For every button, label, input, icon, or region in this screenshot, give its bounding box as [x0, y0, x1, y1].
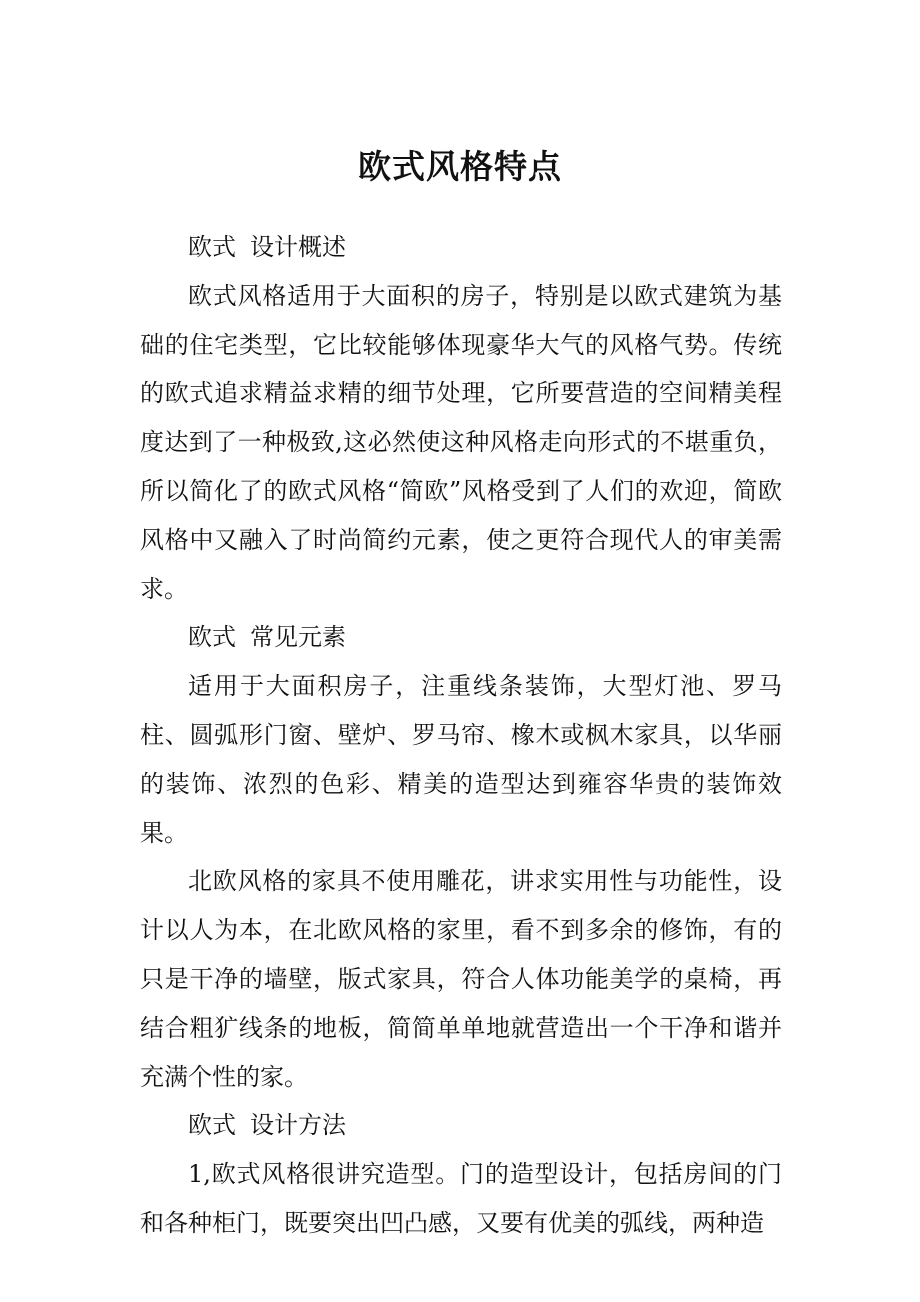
heading-prefix: 欧式 — [188, 233, 236, 261]
document-title: 欧式风格特点 — [358, 147, 562, 186]
section-heading-elements — [140, 613, 782, 662]
heading-text: 常见元素 — [250, 623, 346, 652]
paragraph-nordic: 北欧风格的家具不使用雕花，讲求实用性与功能性，设计以人为本，在北欧风格的家里，看不到多余的修饰，有的只是干净的墙壁，版式家具，符合人体功能美学的桌椅，再结合粗犷线条的地板，简简单单地就营造出一个干净和谐并充满个性的家。 — [140, 867, 782, 1091]
heading-prefix: 欧式 — [188, 1111, 236, 1140]
paragraph-overview: 欧式风格适用于大面积的房子，特别是以欧式建筑为基础的住宅类型，它比较能够体现豪华大气的风格气势。传统的欧式追求精益求精的细节处理，它所要营造的空间精美程度达到了一种极致,这必然使这种风格走向形式的不堪重负，所以简化了的欧式风格“简欧”风格受到了人们的欢迎，简欧风格中又融入了时尚简约元素，使之更符合现代人的审美需求。 — [140, 281, 782, 603]
heading-text: 设计方法 — [250, 1111, 346, 1140]
paragraph-methods: 1,欧式风格很讲究造型。门的造型设计，包括房间的门和各种柜门，既要突出凹凸感，又要有优美的弧线，两种造 — [140, 1160, 782, 1237]
paragraph-elements: 适用于大面积房子，注重线条装饰，大型灯池、罗马柱、圆弧形门窗、壁炉、罗马帘、橡木或枫木家具，以华丽的装饰、浓烈的色彩、精美的造型达到雍容华贵的装饰效果。 — [140, 672, 782, 847]
document-body — [140, 223, 782, 1248]
heading-prefix: 欧式 — [188, 623, 236, 652]
section-heading-overview — [140, 223, 782, 272]
section-heading-methods — [140, 1101, 782, 1150]
heading-text: 设计概述 — [250, 233, 346, 261]
